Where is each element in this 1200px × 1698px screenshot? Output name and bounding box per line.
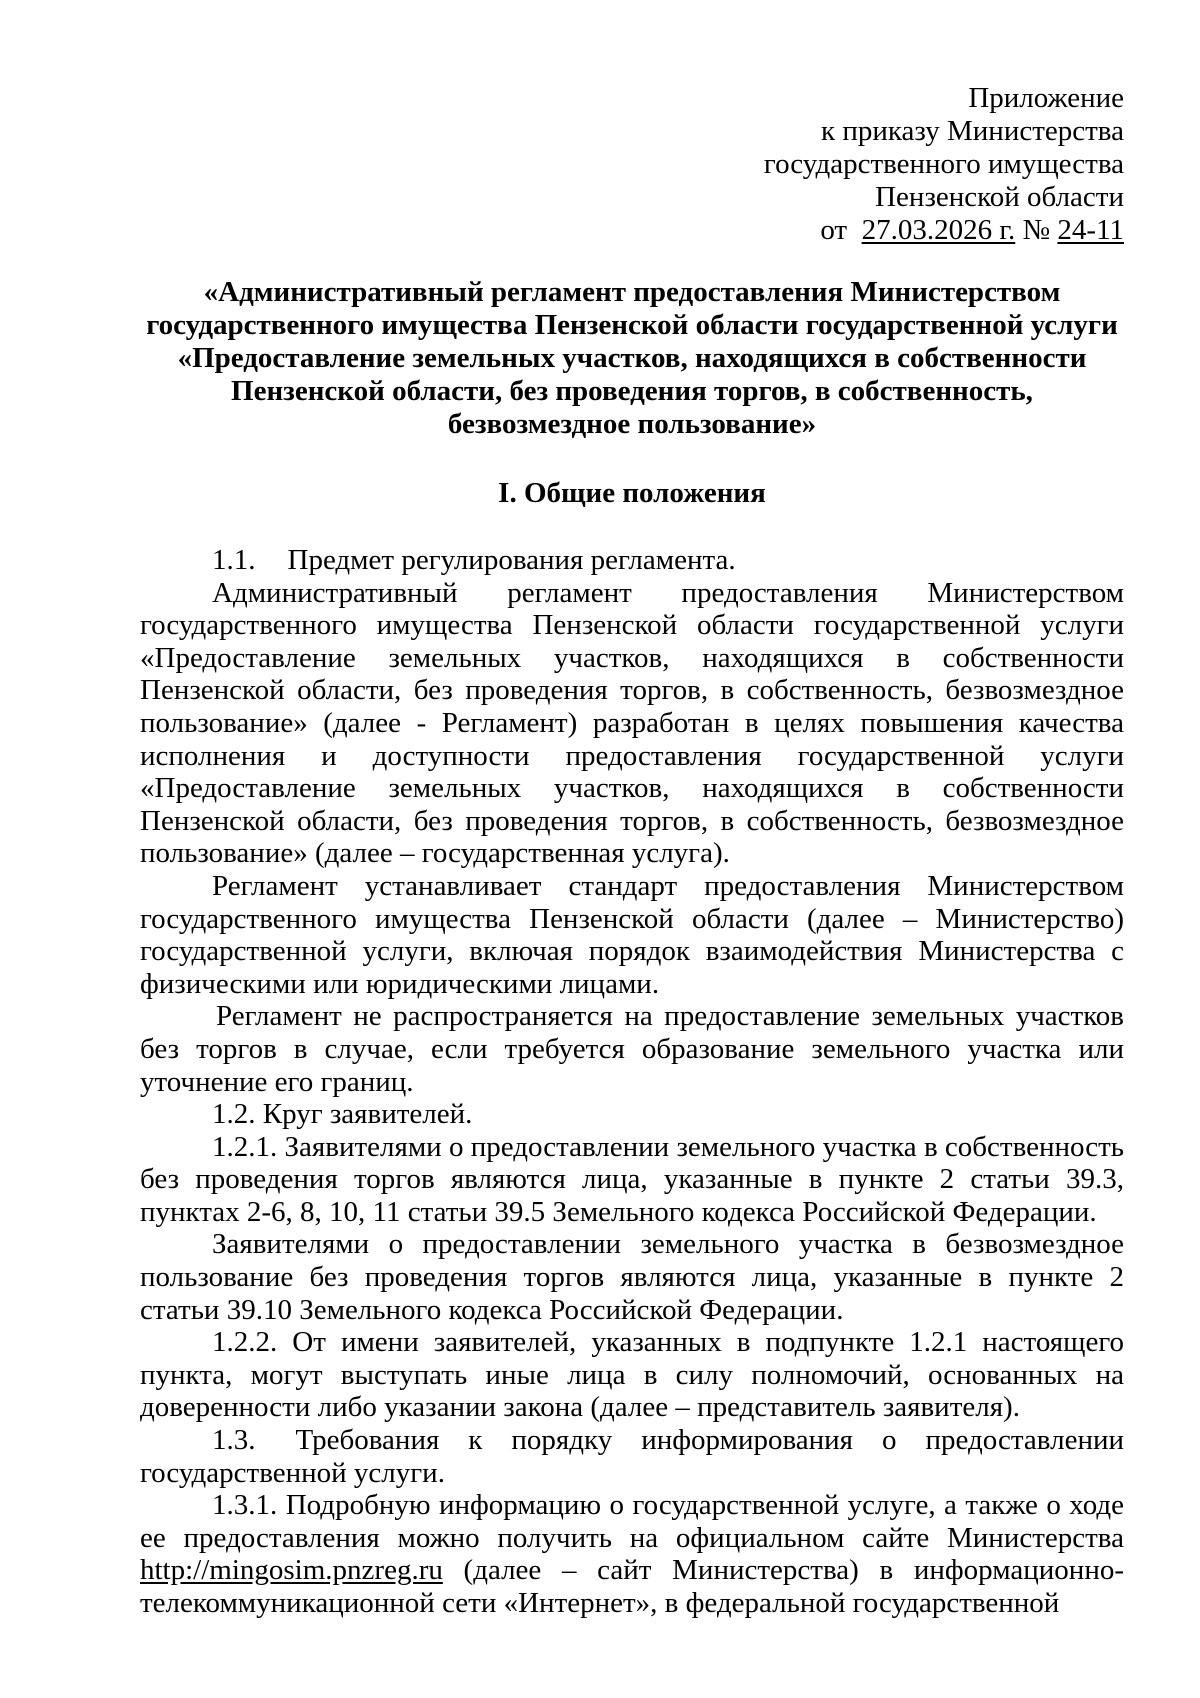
paragraph-regulation-exclusion: Регламент не распространяется на предоставление земельных участков без торгов в случае, если требуется образование земельного участка или уточнение его границ.	[140, 1000, 1124, 1098]
paragraph-text-before-link: 1.3.1. Подробную информацию о государственной услуге, а также о ходе ее предоставления можно получить на официальном сайте Министерства	[140, 1489, 1124, 1554]
title-line-2: государственного имущества Пензенской области государственной услуги	[146, 309, 1118, 341]
paragraph-applicants-free-use: Заявителями о предоставлении земельного участка в безвозмездное пользование без проведения торгов являются лица, указанные в пункте 2 статьи 39.10 Земельного кодекса Российской Федерации.	[140, 1228, 1124, 1326]
order-number: 24-11	[1057, 214, 1124, 246]
title-line-3: «Предоставление земельных участков, находящихся в собственности	[177, 342, 1087, 374]
appendix-header	[764, 82, 1124, 247]
appendix-ministry-name: государственного имущества	[763, 148, 1124, 180]
appendix-date-line	[764, 214, 1124, 247]
paragraph-1-3-1	[140, 1489, 1124, 1619]
appendix-region: Пензенской области	[875, 181, 1124, 213]
clause-number: 1.3.	[212, 1424, 256, 1457]
appendix-label: Приложение	[968, 82, 1124, 114]
clause-text: Требования к порядку информирования о предоставлении государственной услуги.	[140, 1424, 1124, 1489]
paragraph-1-2-2: 1.2.2. От имени заявителей, указанных в подпункте 1.2.1 настоящего пункта, могут выступать иные лица в силу полномочий, основанных на доверенности либо указании закона (далее – представитель заявителя).	[140, 1326, 1124, 1424]
clause-number: 1.1.	[212, 544, 256, 576]
paragraph-1-1	[140, 544, 1124, 577]
date-prefix: от	[820, 214, 848, 246]
paragraph-regulation-standard: Регламент устанавливает стандарт предоставления Министерством государственного имущества Пензенской области (далее – Министерство) государственной услуги, включая порядок взаимодействия Министерства с физическими или юридическими лицами.	[140, 869, 1124, 1000]
paragraph-1-2: 1.2. Круг заявителей.	[212, 1098, 473, 1131]
number-sign: №	[1022, 214, 1051, 246]
title-line-5: безвозмездное пользование»	[447, 408, 817, 440]
paragraph-1-3	[140, 1424, 1124, 1489]
title-line-1: «Административный регламент предоставления Министерством	[203, 276, 1061, 308]
order-date: 27.03.2026 г.	[861, 214, 1016, 246]
paragraph-text-after-link: (далее – сайт Министерства) в информационно-телекоммуникационной сети «Интернет», в федеральной государственной	[140, 1554, 1124, 1619]
paragraph-regulation-scope: Административный регламент предоставления Министерством государственного имущества Пензенской области государственной услуги «Предоставление земельных участков, находящихся в собственности Пензенской области, без проведения торгов, в собственность, безвозмездное пользование» (далее - Регламент) разработан в целях повышения качества исполнения и доступности предоставления государственной услуги «Предоставление земельных участков, находящихся в собственности Пензенской области, без проведения торгов, в собственность, безвозмездное пользование» (далее – государственная услуга).	[140, 576, 1124, 870]
ministry-website-link[interactable]: http://mingosim.pnzreg.ru	[140, 1554, 443, 1587]
appendix-order-ref: к приказу Министерства	[821, 115, 1124, 147]
clause-text: Предмет регулирования регламента.	[287, 544, 736, 576]
document-body	[140, 544, 1124, 1620]
section-heading: I. Общие положения	[498, 477, 766, 509]
title-line-4: Пензенской области, без проведения торгов, в собственность,	[231, 375, 1033, 407]
document-title	[140, 276, 1124, 441]
paragraph-1-2-1: 1.2.1. Заявителями о предоставлении земельного участка в собственность без проведения торгов являются лица, указанные в пункте 2 статьи 39.3, пунктах 2-6, 8, 10, 11 статьи 39.5 Земельного кодекса Российской Федерации.	[140, 1130, 1124, 1228]
